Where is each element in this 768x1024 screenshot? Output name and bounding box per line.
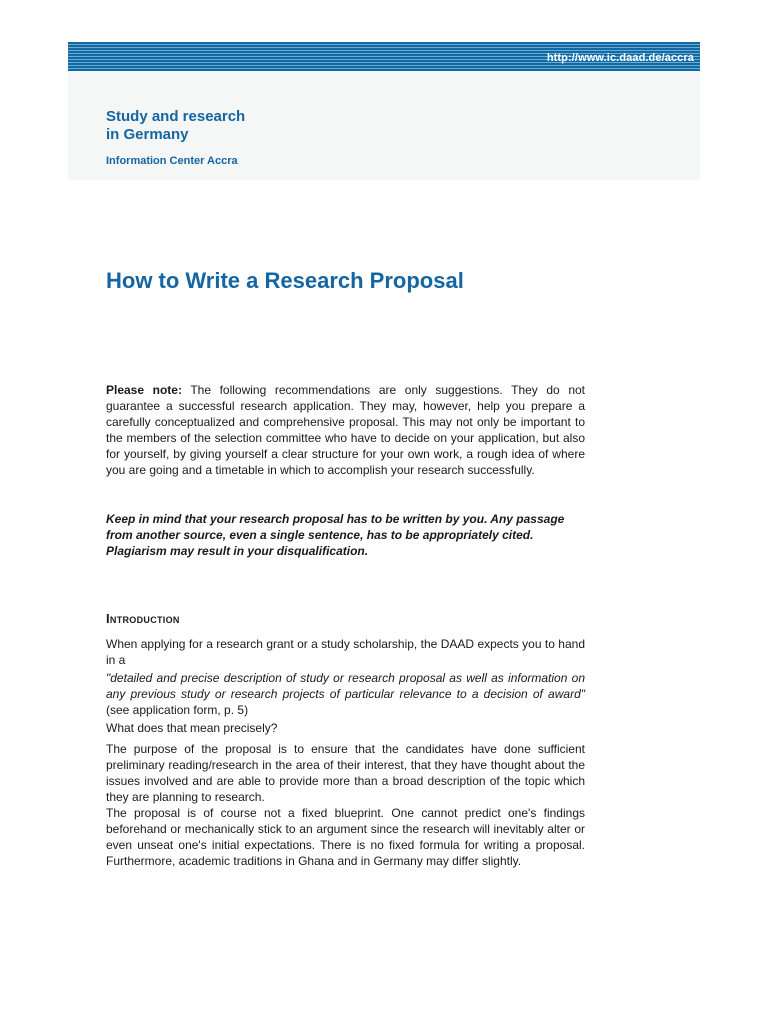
intro-paragraph-4: The proposal is of course not a fixed blueprint. One cannot predict one's findings beforehand or mechanically stick to an argument since the research will inevitably alter or even unseat one's initial expectations. There is no fixed formula for writing a proposal. Furthermore, academic traditions in Ghana and in Germany may differ slightly.: [106, 806, 585, 868]
document-title: How to Write a Research Proposal: [106, 268, 464, 293]
intro-paragraph-3: The purpose of the proposal is to ensure that the candidates have done sufficient preliminary reading/research in the area of their interest, that they have thought about the issues involved and are able to provide more than a broad description of the topic which they are planning to research.: [106, 742, 585, 804]
brand-line-1: Study and research: [106, 108, 246, 125]
intro-paragraph-1: When applying for a research grant or a study scholarship, the DAAD expects you to hand in a: [106, 637, 585, 667]
intro-paragraph-2: What does that mean precisely?: [106, 721, 278, 735]
brand-title: [106, 108, 245, 144]
brand-subtitle: Information Center Accra: [106, 155, 238, 167]
plagiarism-warning: Keep in mind that your research proposal has to be written by you. Any passage from another source, even a single sentence, has to be appropriately cited. Plagiarism may result in your disqualification.: [106, 512, 565, 558]
note-label: Please note:: [106, 383, 182, 397]
brand-line-2: in Germany: [106, 126, 189, 143]
section-heading-introduction: Introduction: [106, 611, 180, 626]
header-url[interactable]: http://www.ic.daad.de/accra: [546, 52, 694, 64]
quote-reference: (see application form, p. 5): [106, 703, 249, 717]
note-paragraph: [106, 382, 585, 478]
note-text: The following recommendations are only suggestions. They do not guarantee a successful research application. They may, however, help you prepare a carefully conceptualized and comprehensive proposal. This may not only be important to the members of the selection committee who have to decide on your application, but also for yourself, by giving yourself a clear structure for your own work, a rough idea of where you are going and a timetable in which to accomplish your research successfully.: [106, 383, 585, 477]
quote-text: "detailed and precise description of study or research proposal as well as information on any previous study or research projects of particular relevance to a decision of award": [106, 671, 585, 701]
application-quote: [106, 670, 585, 718]
